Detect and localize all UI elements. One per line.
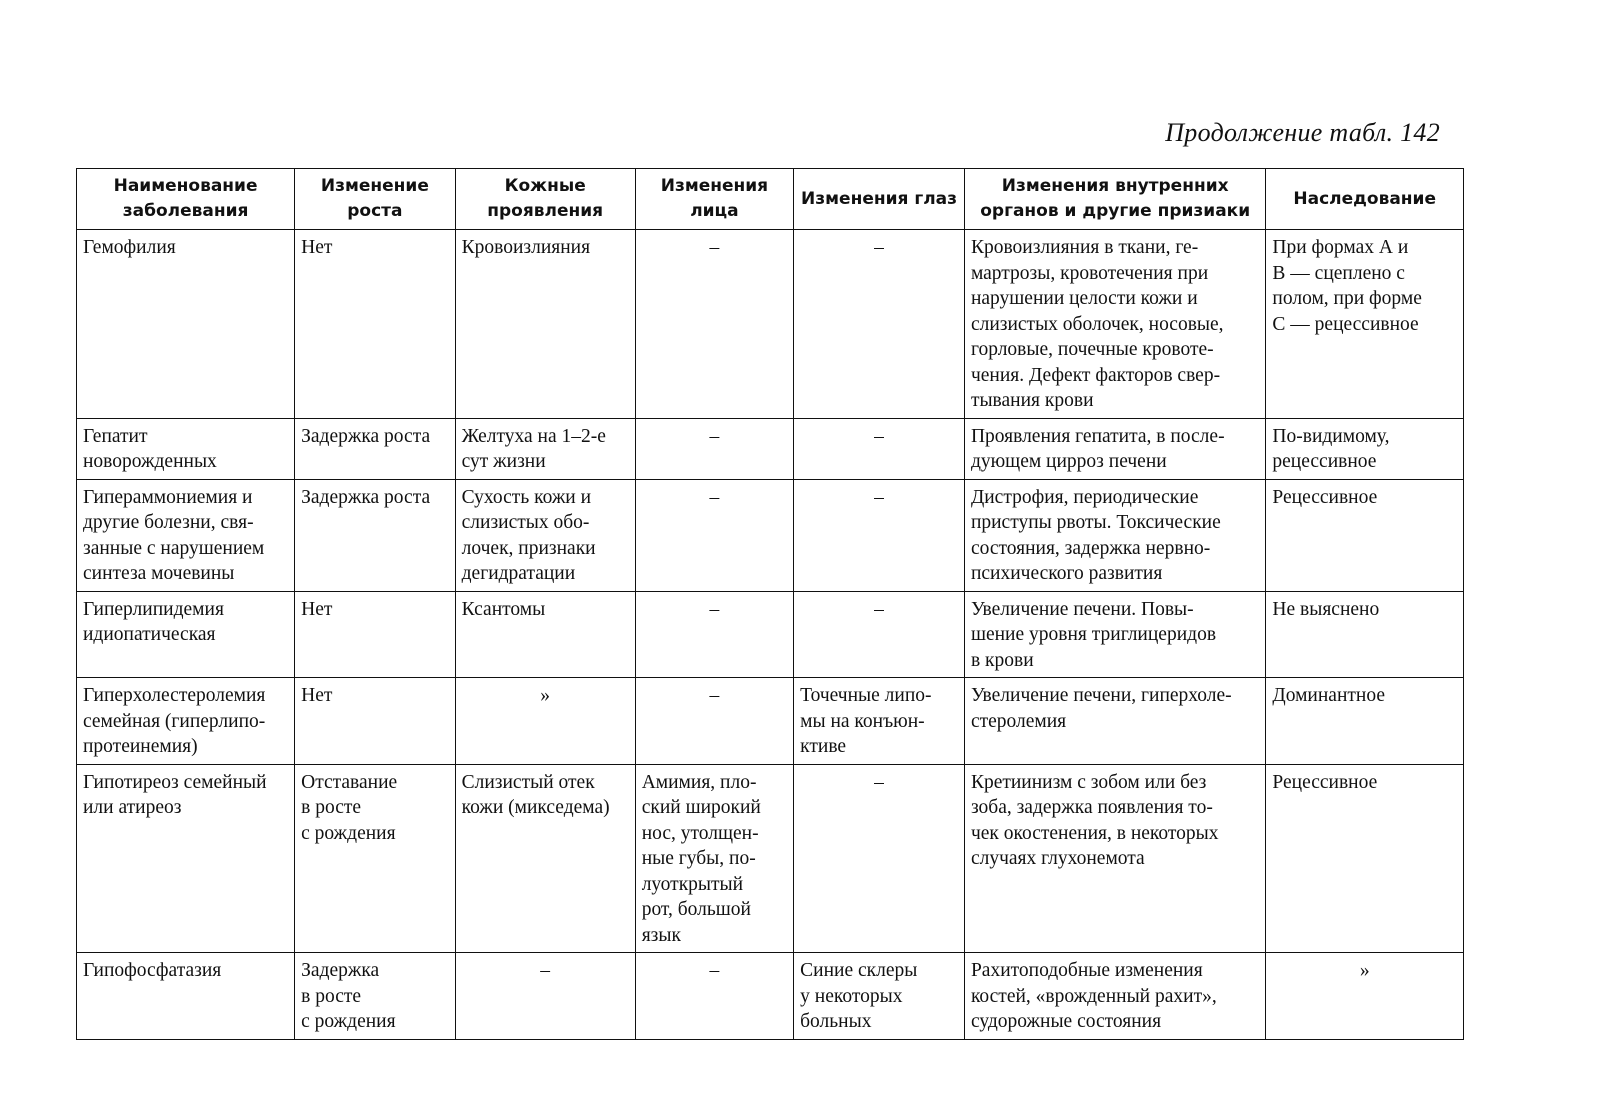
cell-inheritance: При формах А и В — сцеплено с полом, при форме С — рецессивное: [1266, 230, 1464, 419]
cell-disease: Гепатит новорожденных: [77, 418, 295, 479]
cell-growth: Задержка роста: [295, 418, 456, 479]
cell-face: –: [635, 678, 793, 765]
cell-disease: Гемофилия: [77, 230, 295, 419]
cell-organs: Проявления гепатита, в после- дующем цирроз печени: [964, 418, 1265, 479]
cell-face: –: [635, 418, 793, 479]
cell-face: –: [635, 953, 793, 1040]
cell-eyes: Точечные липо- мы на конъюн- ктиве: [794, 678, 965, 765]
cell-organs: Кретиинизм с зобом или без зоба, задержка появления то- чек окостенения, в некоторых случаях глухонемота: [964, 764, 1265, 953]
cell-organs: Дистрофия, периодические приступы рвоты. Токсические состояния, задержка нервно- психического развития: [964, 479, 1265, 591]
header-growth: Изменение роста: [295, 169, 456, 230]
cell-inheritance: Рецессивное: [1266, 479, 1464, 591]
cell-inheritance: »: [1266, 953, 1464, 1040]
cell-growth: Задержка роста: [295, 479, 456, 591]
table-row: [77, 479, 1464, 591]
cell-eyes: –: [794, 591, 965, 678]
cell-inheritance: Не выяснено: [1266, 591, 1464, 678]
cell-skin: Ксантомы: [455, 591, 635, 678]
header-skin: Кожные проявления: [455, 169, 635, 230]
table-row: [77, 953, 1464, 1040]
table-row: [77, 591, 1464, 678]
cell-disease: Гиперхолестеролемия семейная (гиперлипо- протеинемия): [77, 678, 295, 765]
cell-growth: Нет: [295, 678, 456, 765]
cell-eyes: –: [794, 764, 965, 953]
cell-growth: Отставание в росте с рождения: [295, 764, 456, 953]
cell-organs: Увеличение печени, гиперхоле- стеролемия: [964, 678, 1265, 765]
cell-inheritance: Рецессивное: [1266, 764, 1464, 953]
cell-face: –: [635, 479, 793, 591]
cell-eyes: –: [794, 418, 965, 479]
cell-eyes: –: [794, 479, 965, 591]
cell-skin: Сухость кожи и слизистых обо- лочек, признаки дегидратации: [455, 479, 635, 591]
cell-organs: Кровоизлияния в ткани, ге- мартрозы, кровотечения при нарушении целости кожи и слизистых оболочек, носовые, горловые, почечные кровоте- чения. Дефект факторов свер- тывания крови: [964, 230, 1265, 419]
cell-disease: Гипераммониемия и другие болезни, свя- занные с нарушением синтеза мочевины: [77, 479, 295, 591]
cell-skin: –: [455, 953, 635, 1040]
header-organs: Изменения внутренних органов и другие призиаки: [964, 169, 1265, 230]
cell-face: –: [635, 230, 793, 419]
header-eyes: Изменения глаз: [794, 169, 965, 230]
table-header-row: [77, 169, 1464, 230]
cell-skin: Слизистый отек кожи (микседема): [455, 764, 635, 953]
table-row: [77, 418, 1464, 479]
cell-organs: Рахитоподобные изменения костей, «врожденный рахит», судорожные состояния: [964, 953, 1265, 1040]
table-row: [77, 678, 1464, 765]
cell-inheritance: По-видимому, рецессивное: [1266, 418, 1464, 479]
cell-skin: Кровоизлияния: [455, 230, 635, 419]
table-row: [77, 764, 1464, 953]
cell-disease: Гипофосфатазия: [77, 953, 295, 1040]
cell-inheritance: Доминантное: [1266, 678, 1464, 765]
cell-eyes: –: [794, 230, 965, 419]
table-row: [77, 230, 1464, 419]
diseases-table: [76, 168, 1464, 1040]
cell-organs: Увеличение печени. Повы- шение уровня триглицеридов в крови: [964, 591, 1265, 678]
cell-face: Амимия, пло- ский широкий нос, утолщен- ные губы, по- луоткрытый рот, большой язык: [635, 764, 793, 953]
cell-skin: »: [455, 678, 635, 765]
header-inheritance: Наследование: [1266, 169, 1464, 230]
cell-disease: Гипотиреоз семейный или атиреоз: [77, 764, 295, 953]
cell-eyes: Синие склеры у некоторых больных: [794, 953, 965, 1040]
cell-face: –: [635, 591, 793, 678]
cell-growth: Задержка в росте с рождения: [295, 953, 456, 1040]
header-disease: Наименование заболевания: [77, 169, 295, 230]
cell-growth: Нет: [295, 591, 456, 678]
table-caption: Продолжение табл. 142: [1165, 118, 1440, 147]
cell-disease: Гиперлипидемия идиопатическая: [77, 591, 295, 678]
cell-growth: Нет: [295, 230, 456, 419]
cell-skin: Желтуха на 1–2-е сут жизни: [455, 418, 635, 479]
header-face: Изменения лица: [635, 169, 793, 230]
